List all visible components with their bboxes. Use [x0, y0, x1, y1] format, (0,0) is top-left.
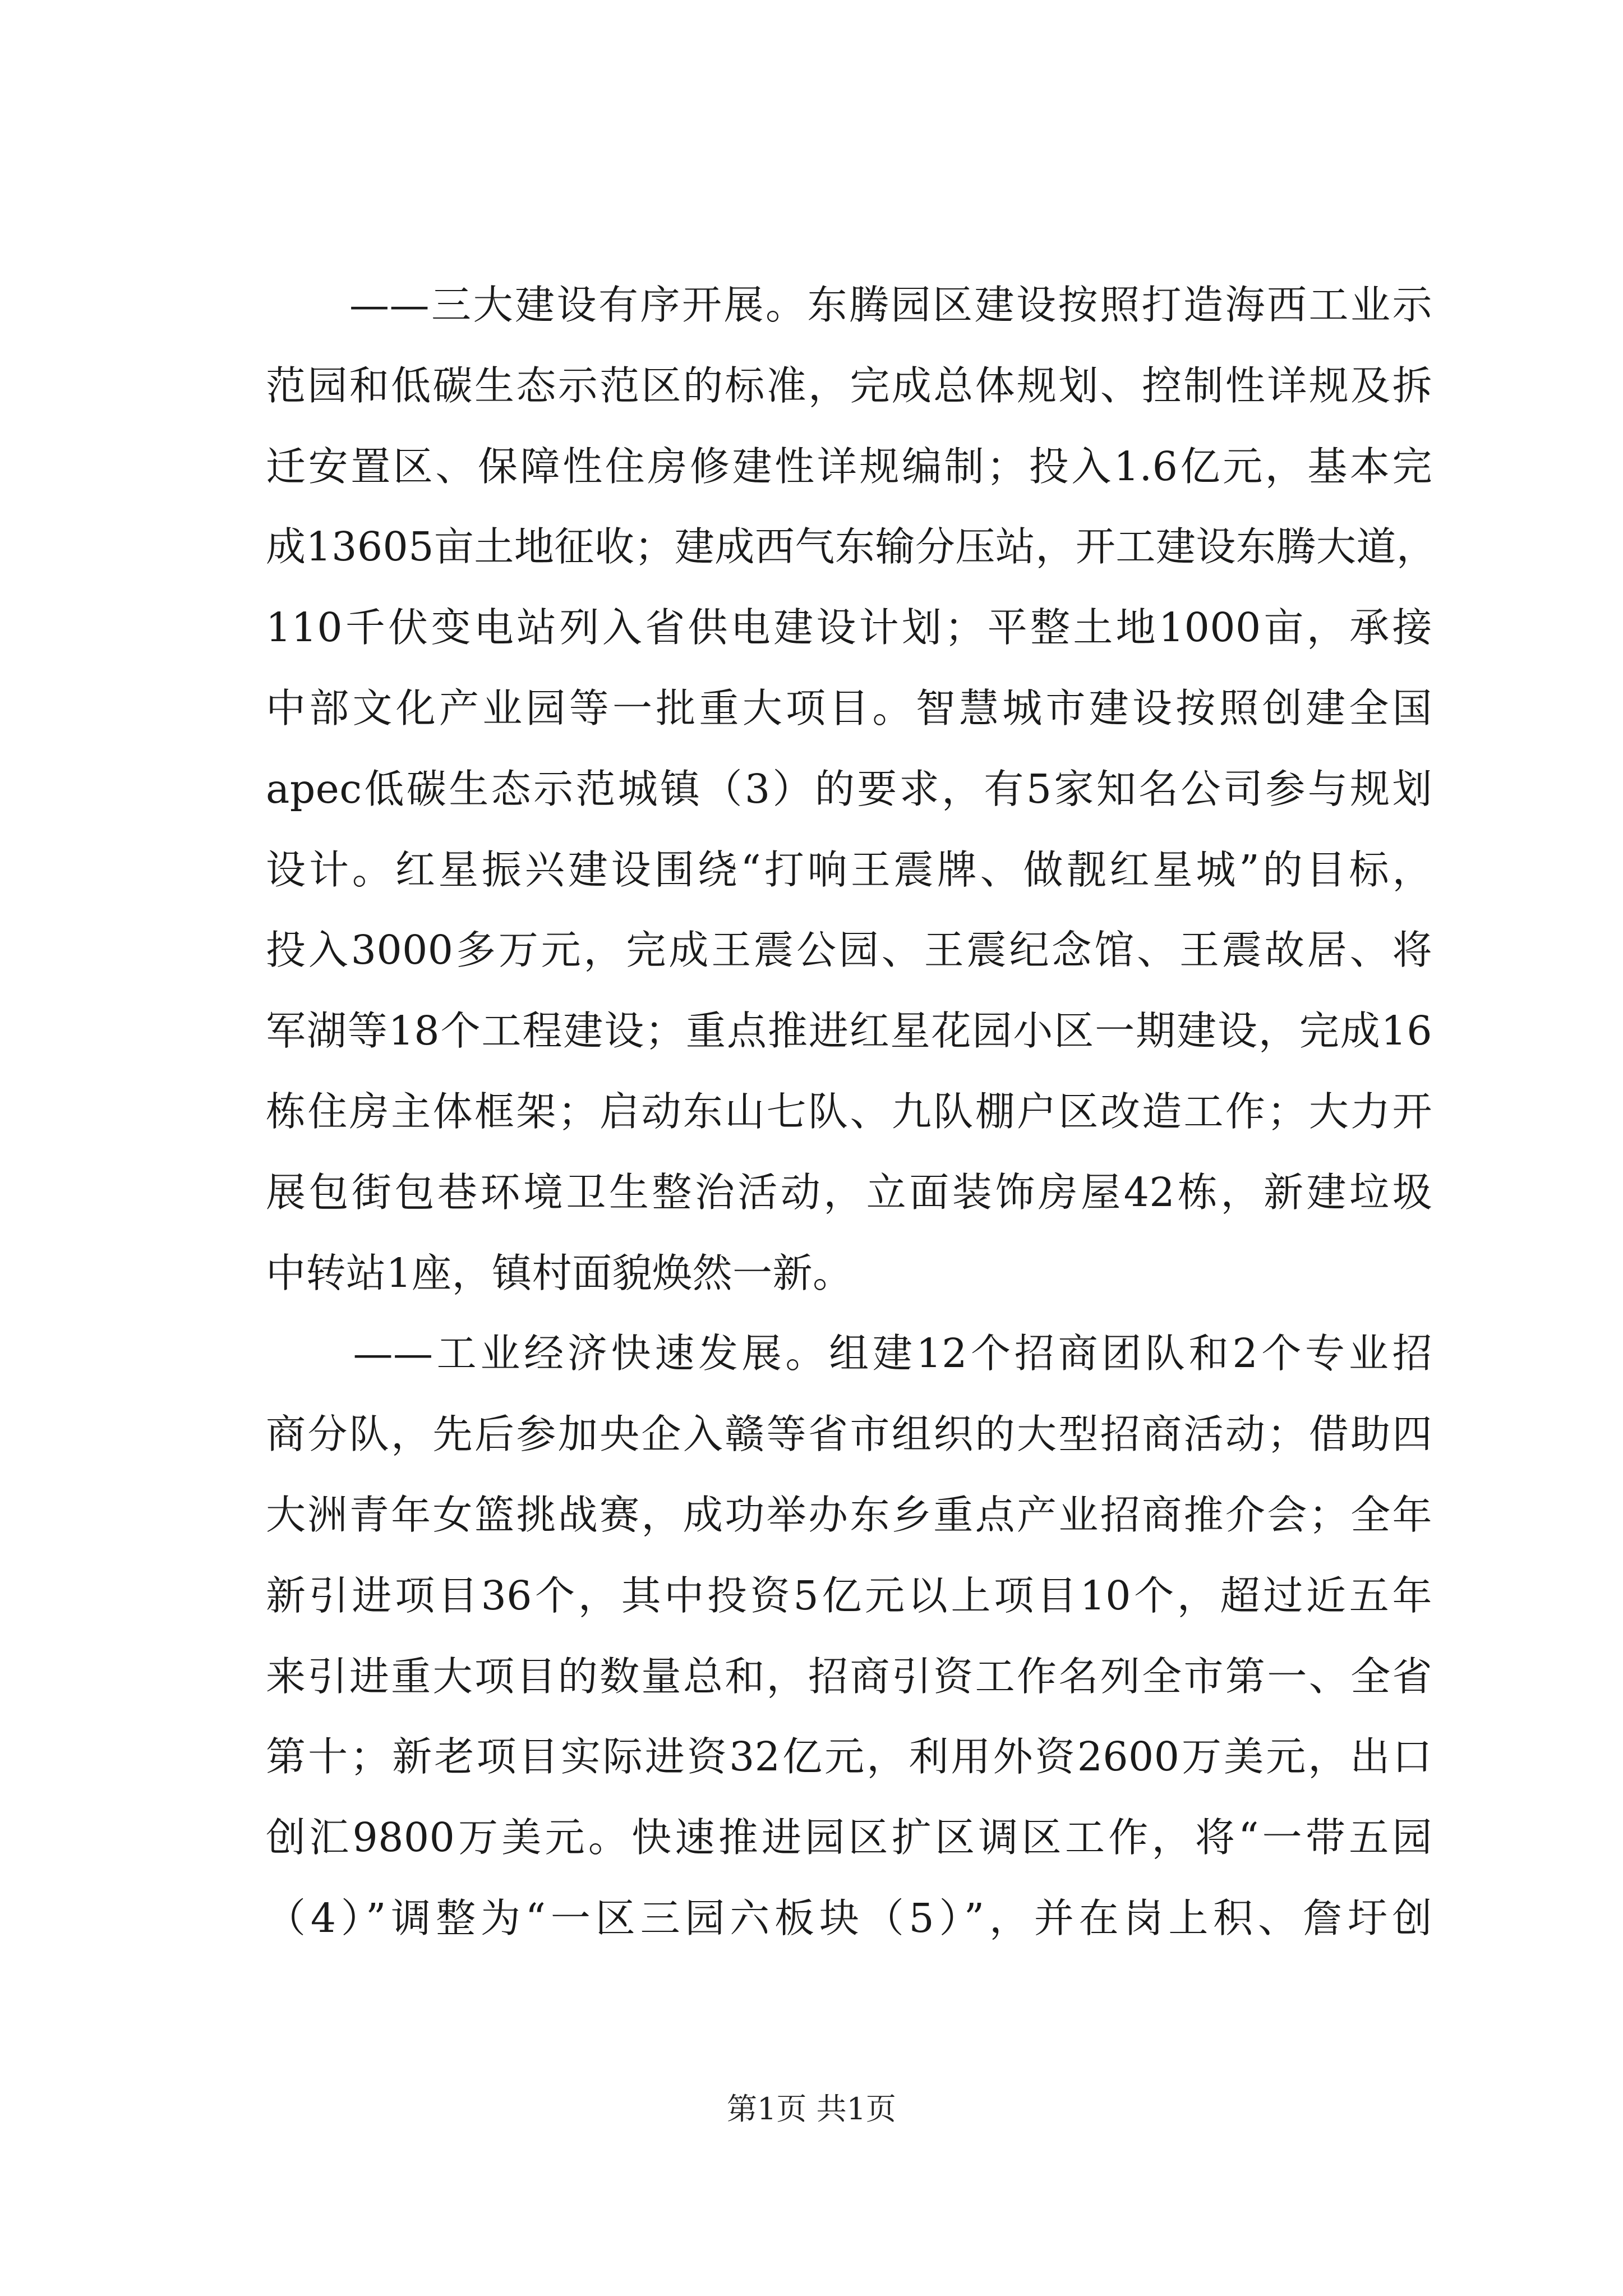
text-line: 商分队，先后参加央企入赣等省市组织的大型招商活动；借助四 [266, 1411, 1432, 1458]
text-line: apec低碳生态示范城镇（3）的要求，有5家知名公司参与规划 [266, 765, 1432, 812]
text-line: 军湖等18个工程建设；重点推进红星花园小区一期建设，完成16 [266, 1007, 1432, 1055]
text-line: ——三大建设有序开展。东腾园区建设按照打造海西工业示 [266, 282, 1432, 328]
text-line: 创汇9800万美元。快速推进园区扩区调区工作，将“一带五园 [266, 1814, 1432, 1861]
text-line: 中部文化产业园等一批重大项目。智慧城市建设按照创建全国 [266, 684, 1432, 731]
text-line: 110千伏变电站列入省供电建设计划；平整土地1000亩，承接 [266, 604, 1432, 651]
text-line: 投入3000多万元，完成王震公园、王震纪念馆、王震故居、将 [266, 927, 1432, 974]
text-line: （4）”调整为“一区三园六板块（5）”，并在岗上积、詹圩创 [266, 1894, 1432, 1941]
text-line: 栋住房主体框架；启动东山七队、九队棚户区改造工作；大力开 [266, 1088, 1432, 1135]
text-line: ——工业经济快速发展。组建12个招商团队和2个专业招 [266, 1330, 1432, 1377]
text-line: 迁安置区、保障性住房修建性详规编制；投入1.6亿元，基本完 [266, 443, 1432, 490]
text-line: 范园和低碳生态示范区的标准，完成总体规划、控制性详规及拆 [266, 362, 1432, 409]
text-line: 来引进重大项目的数量总和，招商引资工作名列全市第一、全省 [266, 1653, 1432, 1700]
document-body [266, 265, 1437, 1959]
text-line: 大洲青年女篮挑战赛，成功举办东乡重点产业招商推介会；全年 [266, 1491, 1432, 1538]
text-line: 中转站1座，镇村面貌焕然一新。 [266, 1249, 853, 1296]
text-line: 第十；新老项目实际进资32亿元，利用外资2600万美元，出口 [266, 1733, 1432, 1780]
text-line: 新引进项目36个，其中投资5亿元以上项目10个，超过近五年 [266, 1572, 1432, 1619]
text-line: 设计。红星振兴建设围绕“打响王震牌、做靓红星城”的目标， [266, 846, 1432, 893]
text-line: 展包街包巷环境卫生整治活动，立面装饰房屋42栋，新建垃圾 [266, 1168, 1432, 1216]
text-line: 成13605亩土地征收；建成西气东输分压站，开工建设东腾大道， [266, 523, 1437, 570]
page-footer: 第1页 共1页 [727, 2091, 896, 2127]
